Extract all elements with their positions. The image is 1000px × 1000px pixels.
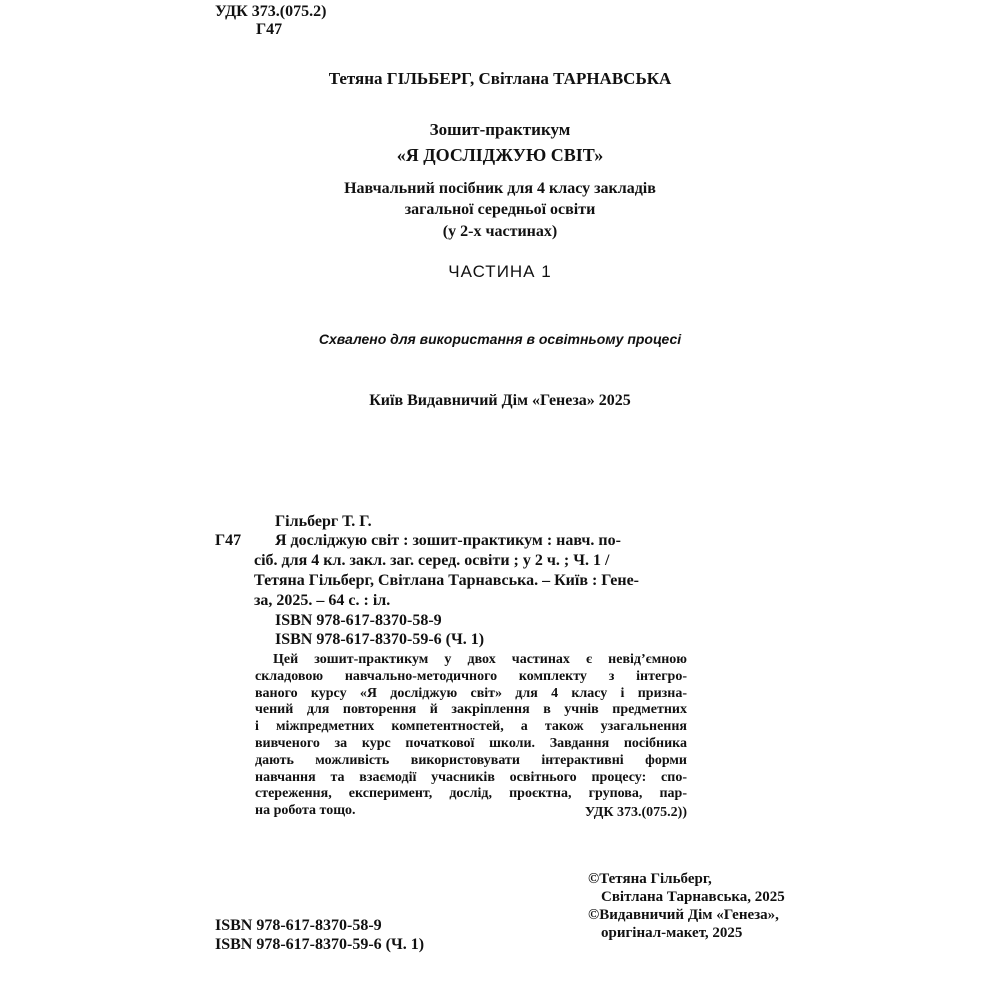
isbn-bottom-1: ISBN 978-617-8370-58-9: [215, 917, 382, 934]
catalog-line-1: Я досліджую світ : зошит-практикум : навч. по-: [275, 532, 621, 549]
catalog-line-3: Тетяна Гільберг, Світлана Тарнавська. – Київ : Гене-: [254, 572, 640, 589]
abstract-line: на робота тощо.: [255, 803, 356, 819]
catalog-line-2: сіб. для 4 кл. закл. заг. серед. освіти ; у 2 ч. ; Ч. 1 /: [254, 552, 610, 569]
publisher-line: Київ Видавничий Дім «Генеза» 2025: [369, 392, 631, 409]
catalog-isbn-2: ISBN 978-617-8370-59-6 (Ч. 1): [275, 631, 485, 648]
abstract-line: ваного курсу «Я досліджую світ» для 4 класу і призна-: [255, 685, 687, 701]
abstract-line: навчання та взаємодії учасників освітнього процесу: спо-: [255, 769, 687, 785]
authors: Тетяна ГІЛЬБЕРГ, Світлана ТАРНАВСЬКА: [328, 69, 672, 88]
abstract-line: і міжпредметних компетентностей, а також узагальнення: [255, 719, 687, 735]
author-code-top: Г47: [256, 21, 283, 38]
catalog-author: Гільберг Т. Г.: [275, 513, 372, 530]
copyright-line-4: оригінал-макет, 2025: [601, 925, 743, 941]
copyright-line-3: ©Видавничий Дім «Генеза»,: [588, 907, 779, 923]
part-label: ЧАСТИНА 1: [448, 262, 552, 281]
approval-note: Схвалено для використання в освітньому процесі: [318, 331, 682, 347]
abstract-line: складовою навчально-методичного комплекту з інтегро-: [255, 668, 687, 684]
subtitle-line-1: Навчальний посібник для 4 класу закладів: [344, 180, 656, 197]
abstract-line: вивченого за курс початкової школи. Завдання посібника: [255, 735, 687, 751]
copyright-line-2: Світлана Тарнавська, 2025: [601, 889, 785, 905]
abstract-line: дають можливість використовувати інтерактивні форми: [255, 752, 687, 768]
subtitle-line-2: загальної середньої освіти: [404, 201, 596, 218]
series-label: Зошит-практикум: [429, 120, 571, 139]
book-title: «Я ДОСЛІДЖУЮ СВІТ»: [396, 145, 604, 165]
catalog-code: Г47: [215, 532, 242, 549]
catalog-line-4: за, 2025. – 64 с. : іл.: [254, 592, 391, 609]
abstract-line: Цей зошит-практикум у двох частинах є невід’ємною: [273, 652, 687, 667]
catalog-isbn-1: ISBN 978-617-8370-58-9: [275, 612, 442, 629]
udk-code-top: УДК 373.(075.2): [215, 3, 327, 20]
abstract: [255, 652, 687, 820]
subtitle-line-3: (у 2-х частинах): [442, 223, 558, 240]
isbn-bottom-2: ISBN 978-617-8370-59-6 (Ч. 1): [215, 936, 425, 953]
copyright-line-1: ©Тетяна Гільберг,: [588, 871, 712, 887]
abstract-line: чений для повторення й закріплення в учнів предметних: [255, 702, 687, 718]
abstract-line: стереження, експеримент, дослід, проєктна, групова, пар-: [255, 786, 687, 802]
catalog-udk: УДК 373.(075.2)): [584, 805, 687, 820]
